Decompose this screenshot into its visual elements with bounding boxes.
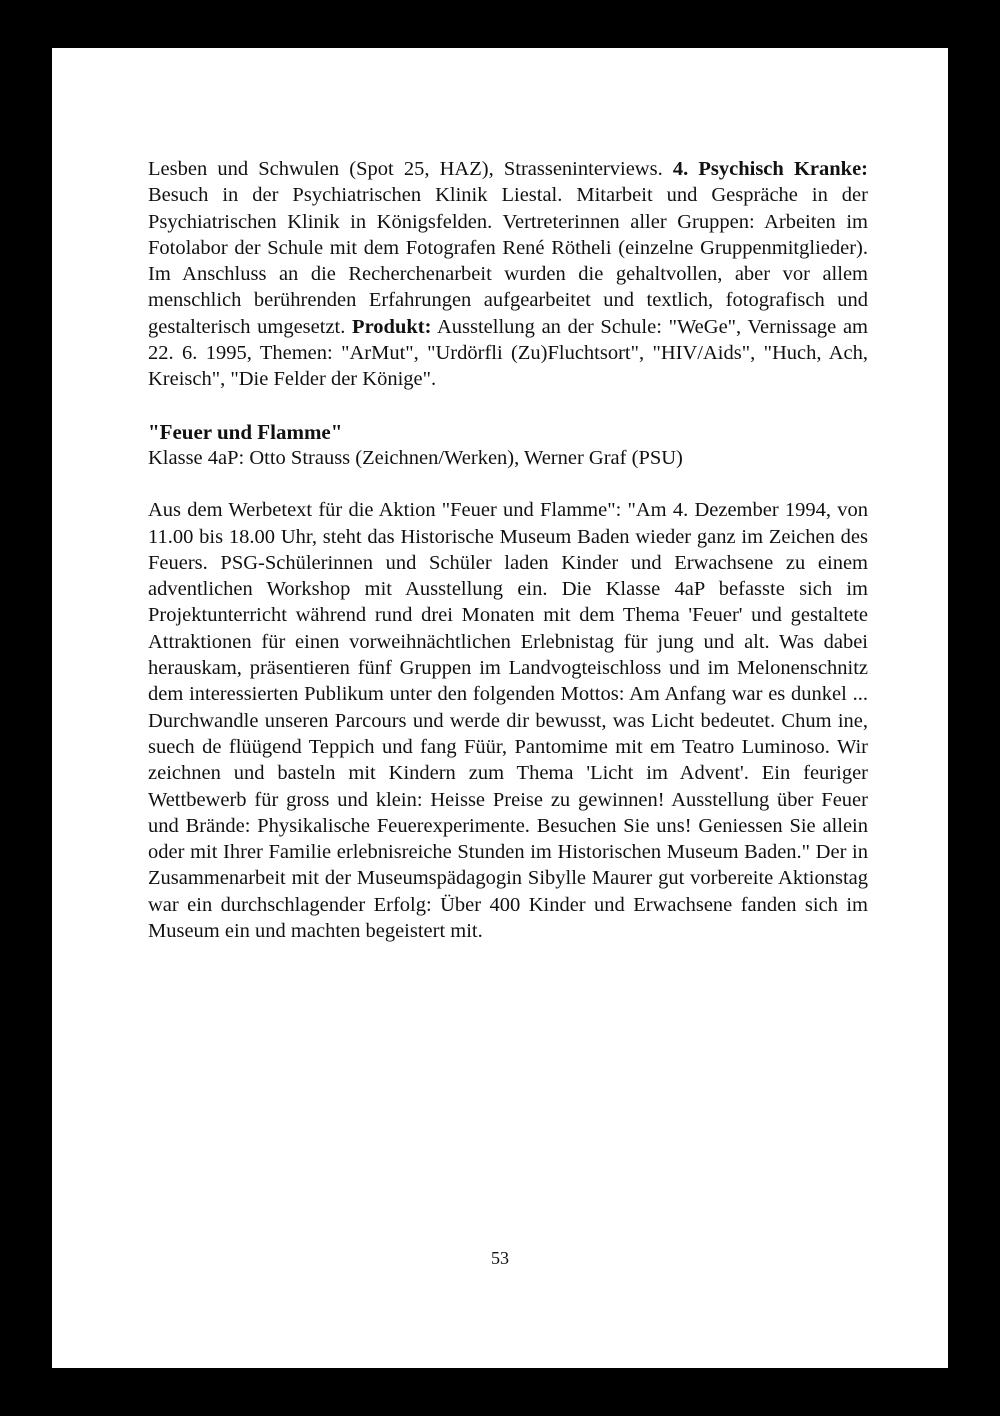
paragraph-continued [148,156,868,393]
section-subheading: Klasse 4aP: Otto Strauss (Zeichnen/Werken), Werner Graf (PSU) [148,446,683,469]
document-page [52,48,948,1368]
page-number: 53 [491,1248,509,1268]
paragraph-text: Besuch in der Psychiatrischen Klinik Liestal. Mitarbeit und Gespräche in der Psychiatrischen Klinik in Königsfelden. Vertreterinnen aller Gruppen: Arbeiten im Fotolabor der Schule mit dem Fotografen René Rötheli (einzelne Gruppenmitglieder). Im Anschluss an die Recherchenarbeit wurden die gehaltvollen, aber vor allem menschlich berührenden Erfahrungen aufgearbeitet und textlich, fotografisch und gestalterisch umgesetzt. [148,184,868,338]
paragraph-text: Lesben und Schwulen (Spot 25, HAZ), Strasseninterviews. [148,158,673,180]
section-heading: "Feuer und Flamme" [148,419,343,444]
bold-label-produkt: Produkt: [352,315,432,338]
section-body: Aus dem Werbetext für die Aktion "Feuer und Flamme": "Am 4. Dezember 1994, von 11.00 bis 18.00 Uhr, steht das Historische Museum Baden wieder ganz im Zeichen des Feuers. PSG-Schülerinnen und Schüler laden Kinder und Erwachsene zu einem adventlichen Workshop mit Ausstellung ein. Die Klasse 4aP befasste sich im Projektunterricht während rund drei Monaten mit dem Thema 'Feuer' und gestaltete Attraktionen für einen vorweihnächtlichen Erlebnistag für jung und alt. Was dabei herauskam, präsentieren fünf Gruppen im Landvogteischloss und im Melonenschnitz dem interessierten Publikum unter den folgenden Mottos: Am Anfang war es dunkel ... Durchwandle unseren Parcours und werde dir bewusst, was Licht bedeutet. Chum ine, suech de flüügend Teppich und fang Füür, Pantomime mit em Teatro Luminoso. Wir zeichnen und basteln mit Kindern zum Thema 'Licht im Advent'. Ein feuriger Wettbewerb für gross und klein: Heisse Preise zu gewinnen! Ausstellung über Feuer und Brände: Physikalische Feuerexperimente. Besuchen Sie uns! Geniessen Sie allein oder mit Ihrer Familie erlebnisreiche Stunden im Historischen Museum Baden." Der in Zusammenarbeit mit der Museumspädagogin Sibylle Maurer gut vorbereite Aktionstag war ein durchschlagender Erfolg: Über 400 Kinder und Erwachsene fanden sich im Museum ein und machten begeistert mit. [148,499,868,943]
bold-label-psychisch-kranke: 4. Psychisch Kranke: [672,158,868,180]
paragraph-text: Ausstellung an der Schule: "WeGe", Vernissage am 22. 6. 1995, Themen: "ArMut", "Urdörfli (Zu)Fluchtsort", "HIV/Aids", "Huch, Ach, Kreisch", "Die Felder der Könige". [148,315,868,391]
page-content [148,156,868,944]
